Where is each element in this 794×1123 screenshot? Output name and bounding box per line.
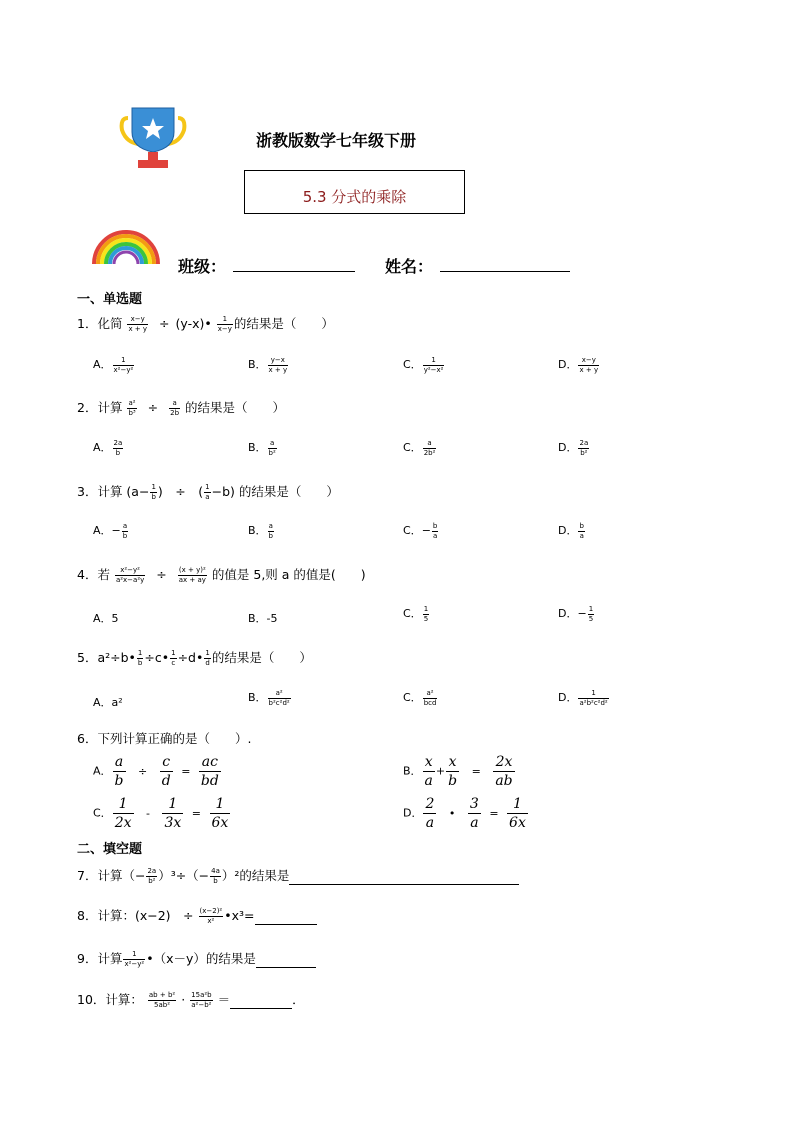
q1-option-d[interactable]: D． $\frac{x-y}{x + y}$ [558,355,599,374]
q10-answer-blank[interactable] [230,994,292,1009]
q5-option-b[interactable]: B． $\frac{\text{a²}}{\text{b²c²d²}}$ [248,688,290,707]
q4-option-c[interactable]: C． $\frac{1}{5}$ [403,604,429,623]
question-9: 9．计算 $\frac{1}{\text{x²−y²}}$ •（x－y）的结果是 [77,949,316,968]
q4-option-a[interactable]: A．5 [93,612,119,625]
question-8: 8．计算：(x−2) ÷ $\frac{\text{(x−2)²}}{\text{x²}}$ •x³= [77,906,317,925]
question-4: 4．若 $\frac{\text{x²−y²}}{\text{a²x−a²y}}$ ÷ $\frac{\text{(x + y)²}}{ax + ay}$ 的值是 5,则 a 的值是( ) [77,566,366,584]
q1-option-c[interactable]: C． $\frac{1}{\text{y²−x²}}$ [403,355,444,374]
name-field[interactable] [440,271,570,272]
q2-option-a[interactable]: A． $\frac{2a}{b}$ [93,438,123,457]
rainbow-icon [90,226,162,266]
q8-answer-blank[interactable] [255,910,317,925]
q5-option-d[interactable]: D． $\frac{1}{\text{a²b²c²d²}}$ [558,688,608,707]
q2-option-b[interactable]: B． $\frac{a}{\text{b²}}$ [248,438,276,457]
question-7: 7．计算（− $\frac{2a}{\text{b²}}$ ）³÷（− $\frac{4a}{b}$ ）²的结果是 [77,866,519,885]
question-2: 2．计算 $\frac{\text{a²}}{\text{b³}}$ ÷ $\frac{a}{2b}$ 的结果是（ ） [77,399,286,417]
subtitle: 5.3 分式的乘除 [302,188,407,206]
q6-option-d[interactable]: D． $\frac{2}{a}$ • $\frac{3}{a}$ = $\frac{1}{6x}$ [403,796,526,831]
section-fill-blank: 二、填空题 [77,842,143,857]
question-3: 3．计算 (a− $\frac{1}{b}$ ) ÷ ( $\frac{1}{a}$ −b) 的结果是（ ） [77,483,339,501]
q6-option-b[interactable]: B． $\frac{x}{a}$ + $\frac{x}{b}$ = $\frac{2x}{ab}$ [403,754,513,789]
q3-option-b[interactable]: B． $\frac{a}{b}$ [248,521,273,540]
class-label: 班级： [178,257,227,276]
question-10: 10．计算： $\frac{\text{ab + b²}}{\text{5ab²}}$ · $\frac{\text{15a²b}}{\text{a²−b²}}$ ＝ ． [77,991,305,1009]
q6-option-c[interactable]: C． $\frac{1}{2x}$ - $\frac{1}{3x}$ = $\frac{1}{6x}$ [93,796,229,831]
q3-option-d[interactable]: D． $\frac{b}{a}$ [558,521,584,540]
name-label: 姓名： [385,257,434,276]
question-6: 6．下列计算正确的是（ ）. [77,731,252,746]
q2-option-c[interactable]: C． $\frac{a}{\text{2b²}}$ [403,438,436,457]
question-5: 5．a²÷b• $\frac{1}{b}$ ÷c• $\frac{1}{c}$ ÷d• $\frac{1}{d}$ 的结果是（ ） [77,649,312,667]
q1-option-a[interactable]: A． $\frac{1}{\text{x²−y²}}$ [93,355,134,374]
q7-answer-blank[interactable] [289,870,519,885]
page-title: 浙教版数学七年级下册 [256,131,417,150]
q1-option-b[interactable]: B． $\frac{y-x}{x + y}$ [248,355,288,374]
q3-option-a[interactable]: A．− $\frac{a}{b}$ [93,521,128,540]
question-1: 1．化简 $\frac{x-y}{x + y}$ ÷ (y-x)• $\frac{1}{x-y}$ 的结果是（ ） [77,315,334,333]
q5-option-a[interactable]: A．a² [93,696,123,709]
q4-option-d[interactable]: D．− $\frac{1}{5}$ [558,604,594,623]
section-single-choice: 一、单选题 [77,292,143,307]
q4-option-b[interactable]: B．-5 [248,612,278,625]
trophy-icon [118,104,188,170]
q2-option-d[interactable]: D． $\frac{2a}{\text{b²}}$ [558,438,589,457]
class-field[interactable] [233,271,355,272]
q5-option-c[interactable]: C． a² bcd [403,688,437,707]
q3-option-c[interactable]: C．− $\frac{b}{a}$ [403,521,438,540]
q9-answer-blank[interactable] [256,953,316,968]
q6-option-a[interactable]: A． $\frac{a}{b}$ ÷ $\frac{c}{d}$ = $\frac{ac}{bd}$ [93,754,219,789]
